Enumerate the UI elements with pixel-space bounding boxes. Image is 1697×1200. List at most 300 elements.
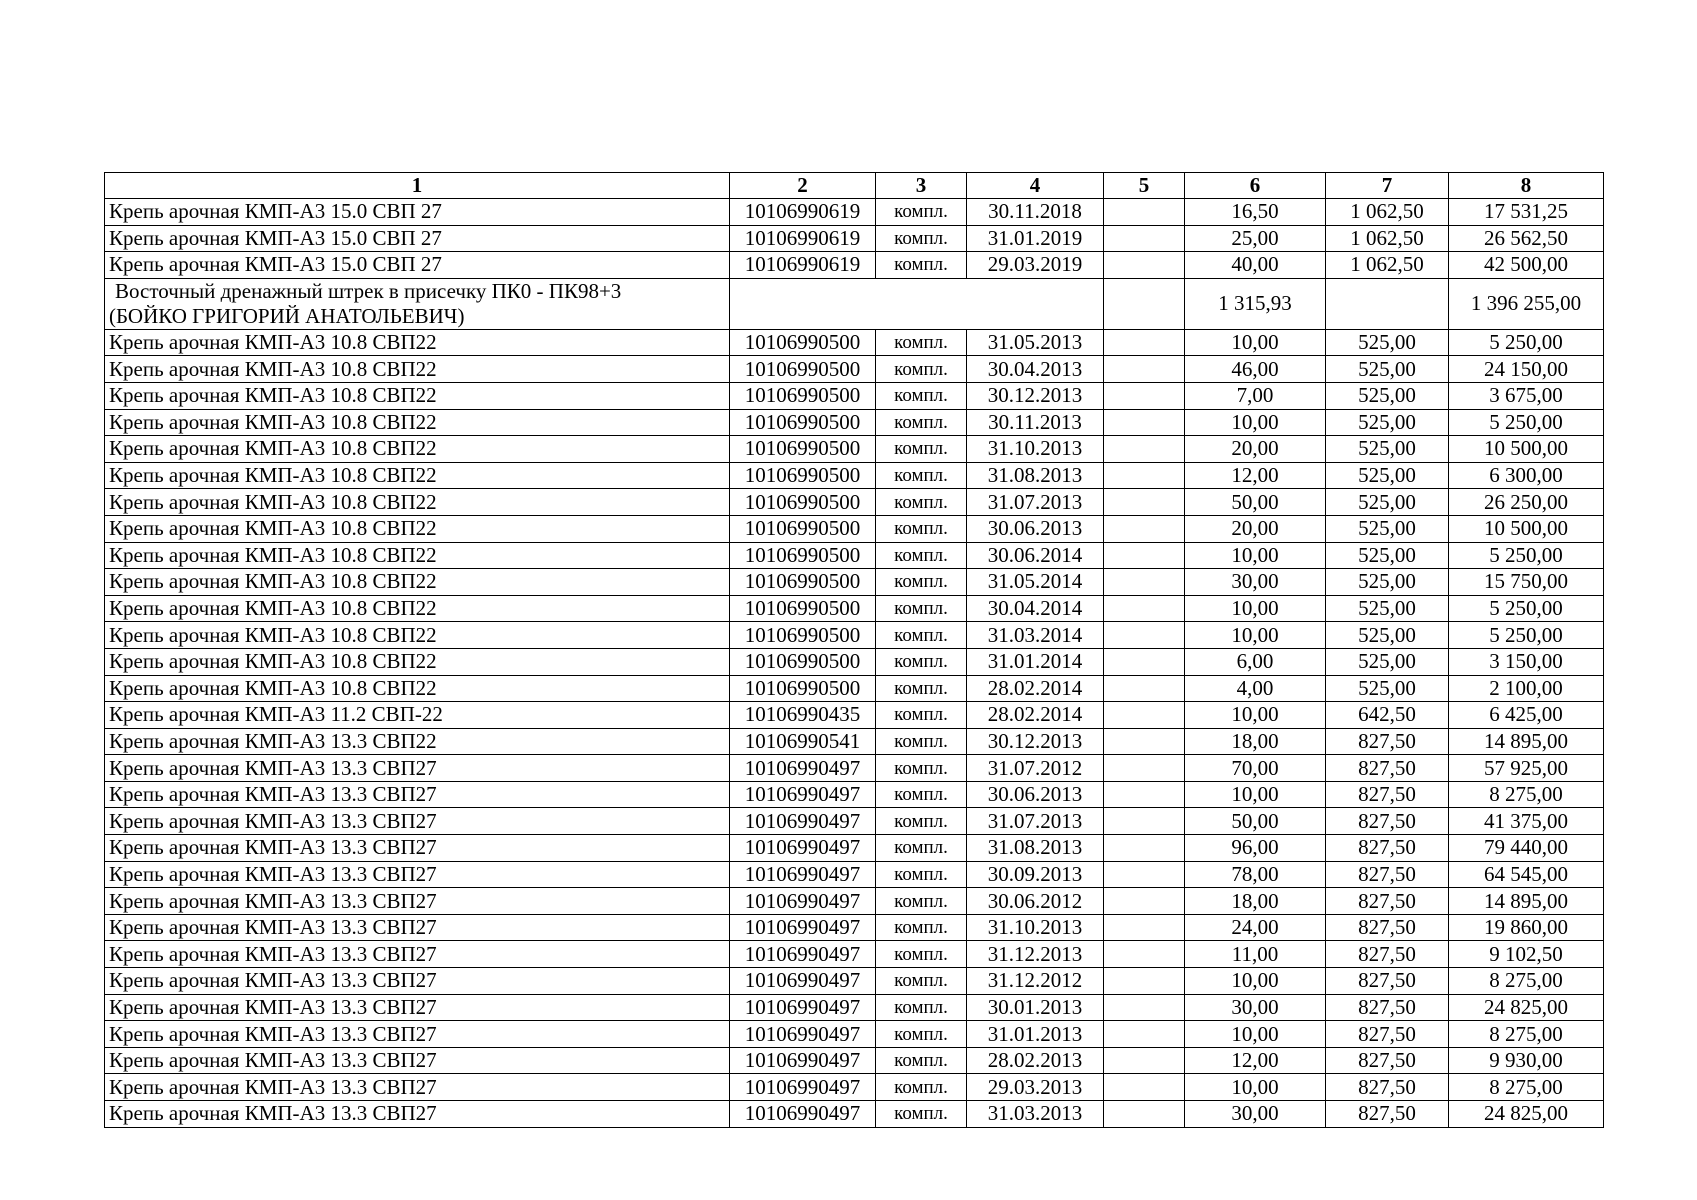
item-code-cell: 10106990497 — [730, 994, 876, 1021]
item-code-cell: 10106990497 — [730, 835, 876, 862]
item-qty-cell: 7,00 — [1185, 382, 1326, 409]
item-unit-cell: компл. — [876, 356, 967, 383]
item-qty-cell: 12,00 — [1185, 1047, 1326, 1074]
item-date-cell: 29.03.2019 — [967, 252, 1104, 279]
item-sum-cell: 24 150,00 — [1449, 356, 1604, 383]
item-name-cell: Крепь арочная КМП-А3 13.3 СВП27 — [105, 808, 730, 835]
item-qty-cell: 30,00 — [1185, 1101, 1326, 1128]
item-name-cell: Крепь арочная КМП-А3 11.2 СВП-22 — [105, 702, 730, 729]
item-name-cell: Крепь арочная КМП-А3 10.8 СВП22 — [105, 329, 730, 356]
item-qty-cell: 10,00 — [1185, 781, 1326, 808]
item-price-cell: 827,50 — [1326, 888, 1449, 915]
item-date-cell: 30.11.2013 — [967, 409, 1104, 436]
item-date-cell: 31.07.2012 — [967, 755, 1104, 782]
item-qty-cell: 20,00 — [1185, 436, 1326, 463]
item-col5-cell — [1104, 409, 1185, 436]
item-date-cell: 31.03.2013 — [967, 1101, 1104, 1128]
item-sum-cell: 14 895,00 — [1449, 728, 1604, 755]
table-row — [105, 462, 1604, 489]
item-col5-cell — [1104, 382, 1185, 409]
item-code-cell: 10106990435 — [730, 702, 876, 729]
item-code-cell: 10106990500 — [730, 489, 876, 516]
item-col5-cell — [1104, 595, 1185, 622]
item-unit-cell: компл. — [876, 382, 967, 409]
item-unit-cell: компл. — [876, 462, 967, 489]
table-row — [105, 569, 1604, 596]
table-row — [105, 1074, 1604, 1101]
group-qty-total: 1 315,93 — [1185, 278, 1326, 329]
item-col5-cell — [1104, 356, 1185, 383]
item-qty-cell: 46,00 — [1185, 356, 1326, 383]
item-unit-cell: компл. — [876, 914, 967, 941]
item-code-cell: 10106990500 — [730, 515, 876, 542]
item-col5-cell — [1104, 675, 1185, 702]
item-name-cell: Крепь арочная КМП-А3 13.3 СВП27 — [105, 914, 730, 941]
column-number-header: 5 — [1104, 173, 1185, 199]
item-col5-cell — [1104, 702, 1185, 729]
item-name-cell: Крепь арочная КМП-А3 13.3 СВП27 — [105, 968, 730, 995]
item-unit-cell: компл. — [876, 1047, 967, 1074]
item-date-cell: 30.01.2013 — [967, 994, 1104, 1021]
item-name-cell: Крепь арочная КМП-А3 13.3 СВП27 — [105, 781, 730, 808]
item-price-cell: 525,00 — [1326, 436, 1449, 463]
item-col5-cell — [1104, 489, 1185, 516]
table-row — [105, 968, 1604, 995]
item-col5-cell — [1104, 1074, 1185, 1101]
item-date-cell: 29.03.2013 — [967, 1074, 1104, 1101]
table-row — [105, 1047, 1604, 1074]
item-date-cell: 31.12.2012 — [967, 968, 1104, 995]
table-row — [105, 941, 1604, 968]
item-code-cell: 10106990500 — [730, 542, 876, 569]
item-unit-cell: компл. — [876, 968, 967, 995]
item-code-cell: 10106990500 — [730, 462, 876, 489]
item-date-cell: 30.04.2014 — [967, 595, 1104, 622]
item-price-cell: 827,50 — [1326, 808, 1449, 835]
item-col5-cell — [1104, 462, 1185, 489]
table-row — [105, 835, 1604, 862]
item-col5-cell — [1104, 1047, 1185, 1074]
table-row — [105, 914, 1604, 941]
item-sum-cell: 8 275,00 — [1449, 1021, 1604, 1048]
table-row — [105, 356, 1604, 383]
item-unit-cell: компл. — [876, 252, 967, 279]
item-qty-cell: 10,00 — [1185, 329, 1326, 356]
item-price-cell: 525,00 — [1326, 356, 1449, 383]
item-qty-cell: 96,00 — [1185, 835, 1326, 862]
item-sum-cell: 3 675,00 — [1449, 382, 1604, 409]
item-price-cell: 1 062,50 — [1326, 252, 1449, 279]
item-sum-cell: 17 531,25 — [1449, 199, 1604, 226]
item-unit-cell: компл. — [876, 835, 967, 862]
item-col5-cell — [1104, 941, 1185, 968]
item-code-cell: 10106990500 — [730, 382, 876, 409]
item-qty-cell: 10,00 — [1185, 622, 1326, 649]
item-code-cell: 10106990497 — [730, 1021, 876, 1048]
column-number-header: 3 — [876, 173, 967, 199]
item-qty-cell: 10,00 — [1185, 702, 1326, 729]
item-col5-cell — [1104, 888, 1185, 915]
item-qty-cell: 10,00 — [1185, 968, 1326, 995]
item-unit-cell: компл. — [876, 569, 967, 596]
item-col5-cell — [1104, 515, 1185, 542]
item-col5-cell — [1104, 569, 1185, 596]
item-unit-cell: компл. — [876, 941, 967, 968]
item-qty-cell: 10,00 — [1185, 1021, 1326, 1048]
item-unit-cell: компл. — [876, 515, 967, 542]
table-row — [105, 329, 1604, 356]
table-row — [105, 702, 1604, 729]
item-date-cell: 30.11.2018 — [967, 199, 1104, 226]
item-unit-cell: компл. — [876, 329, 967, 356]
item-qty-cell: 10,00 — [1185, 542, 1326, 569]
item-unit-cell: компл. — [876, 648, 967, 675]
item-col5-cell — [1104, 968, 1185, 995]
item-name-cell: Крепь арочная КМП-А3 10.8 СВП22 — [105, 489, 730, 516]
table-row — [105, 1101, 1604, 1128]
item-name-cell: Крепь арочная КМП-А3 10.8 СВП22 — [105, 648, 730, 675]
item-col5-cell — [1104, 781, 1185, 808]
item-price-cell: 827,50 — [1326, 914, 1449, 941]
item-code-cell: 10106990500 — [730, 329, 876, 356]
table-row — [105, 225, 1604, 252]
item-date-cell: 31.10.2013 — [967, 914, 1104, 941]
item-price-cell: 1 062,50 — [1326, 225, 1449, 252]
item-qty-cell: 12,00 — [1185, 462, 1326, 489]
item-col5-cell — [1104, 1021, 1185, 1048]
item-price-cell: 827,50 — [1326, 1074, 1449, 1101]
column-number-header-row — [105, 173, 1604, 199]
item-code-cell: 10106990619 — [730, 199, 876, 226]
item-name-cell: Крепь арочная КМП-А3 13.3 СВП27 — [105, 1047, 730, 1074]
table-row — [105, 994, 1604, 1021]
item-qty-cell: 18,00 — [1185, 728, 1326, 755]
item-code-cell: 10106990497 — [730, 808, 876, 835]
item-unit-cell: компл. — [876, 409, 967, 436]
item-col5-cell — [1104, 622, 1185, 649]
group-sum-total: 1 396 255,00 — [1449, 278, 1604, 329]
item-sum-cell: 41 375,00 — [1449, 808, 1604, 835]
item-date-cell: 30.06.2012 — [967, 888, 1104, 915]
table-body-top — [105, 199, 1604, 279]
table-row — [105, 728, 1604, 755]
item-code-cell: 10106990619 — [730, 225, 876, 252]
item-col5-cell — [1104, 994, 1185, 1021]
table-row — [105, 888, 1604, 915]
item-sum-cell: 8 275,00 — [1449, 968, 1604, 995]
item-col5-cell — [1104, 225, 1185, 252]
item-unit-cell: компл. — [876, 1074, 967, 1101]
item-qty-cell: 10,00 — [1185, 1074, 1326, 1101]
item-name-cell: Крепь арочная КМП-А3 15.0 СВП 27 — [105, 225, 730, 252]
item-sum-cell: 19 860,00 — [1449, 914, 1604, 941]
item-qty-cell: 70,00 — [1185, 755, 1326, 782]
item-sum-cell: 15 750,00 — [1449, 569, 1604, 596]
item-code-cell: 10106990619 — [730, 252, 876, 279]
item-code-cell: 10106990497 — [730, 1101, 876, 1128]
table-row — [105, 409, 1604, 436]
item-name-cell: Крепь арочная КМП-А3 10.8 СВП22 — [105, 542, 730, 569]
item-unit-cell: компл. — [876, 436, 967, 463]
item-name-cell: Крепь арочная КМП-А3 10.8 СВП22 — [105, 356, 730, 383]
item-sum-cell: 42 500,00 — [1449, 252, 1604, 279]
item-sum-cell: 5 250,00 — [1449, 595, 1604, 622]
item-unit-cell: компл. — [876, 622, 967, 649]
item-code-cell: 10106990497 — [730, 861, 876, 888]
item-date-cell: 31.08.2013 — [967, 835, 1104, 862]
item-name-cell: Крепь арочная КМП-А3 13.3 СВП27 — [105, 941, 730, 968]
group-row — [105, 278, 1604, 329]
item-code-cell: 10106990500 — [730, 409, 876, 436]
item-sum-cell: 8 275,00 — [1449, 1074, 1604, 1101]
item-price-cell: 525,00 — [1326, 329, 1449, 356]
item-qty-cell: 24,00 — [1185, 914, 1326, 941]
table-row — [105, 489, 1604, 516]
item-name-cell: Крепь арочная КМП-А3 13.3 СВП27 — [105, 861, 730, 888]
item-unit-cell: компл. — [876, 225, 967, 252]
item-qty-cell: 10,00 — [1185, 595, 1326, 622]
item-col5-cell — [1104, 199, 1185, 226]
item-col5-cell — [1104, 436, 1185, 463]
item-qty-cell: 4,00 — [1185, 675, 1326, 702]
item-name-cell: Крепь арочная КМП-А3 13.3 СВП27 — [105, 755, 730, 782]
item-code-cell: 10106990500 — [730, 648, 876, 675]
item-code-cell: 10106990500 — [730, 356, 876, 383]
item-sum-cell: 5 250,00 — [1449, 329, 1604, 356]
item-date-cell: 30.06.2013 — [967, 515, 1104, 542]
item-col5-cell — [1104, 542, 1185, 569]
item-code-cell: 10106990497 — [730, 914, 876, 941]
item-code-cell: 10106990500 — [730, 595, 876, 622]
group-responsible: (БОЙКО ГРИГОРИЙ АНАТОЛЬЕВИЧ) — [109, 303, 465, 328]
item-qty-cell: 10,00 — [1185, 409, 1326, 436]
item-col5-cell — [1104, 835, 1185, 862]
item-sum-cell: 9 102,50 — [1449, 941, 1604, 968]
item-name-cell: Крепь арочная КМП-А3 15.0 СВП 27 — [105, 199, 730, 226]
item-sum-cell: 79 440,00 — [1449, 835, 1604, 862]
item-sum-cell: 3 150,00 — [1449, 648, 1604, 675]
item-price-cell: 1 062,50 — [1326, 199, 1449, 226]
item-sum-cell: 24 825,00 — [1449, 994, 1604, 1021]
item-code-cell: 10106990497 — [730, 781, 876, 808]
item-name-cell: Крепь арочная КМП-А3 10.8 СВП22 — [105, 569, 730, 596]
item-code-cell: 10106990497 — [730, 888, 876, 915]
item-unit-cell: компл. — [876, 595, 967, 622]
item-sum-cell: 9 930,00 — [1449, 1047, 1604, 1074]
item-date-cell: 30.06.2013 — [967, 781, 1104, 808]
item-date-cell: 30.12.2013 — [967, 382, 1104, 409]
item-date-cell: 31.01.2019 — [967, 225, 1104, 252]
item-sum-cell: 57 925,00 — [1449, 755, 1604, 782]
item-date-cell: 31.08.2013 — [967, 462, 1104, 489]
table-row — [105, 515, 1604, 542]
item-name-cell: Крепь арочная КМП-А3 10.8 СВП22 — [105, 595, 730, 622]
item-code-cell: 10106990497 — [730, 968, 876, 995]
item-date-cell: 30.06.2014 — [967, 542, 1104, 569]
table-row — [105, 781, 1604, 808]
item-code-cell: 10106990541 — [730, 728, 876, 755]
item-unit-cell: компл. — [876, 888, 967, 915]
table-row — [105, 542, 1604, 569]
item-unit-cell: компл. — [876, 489, 967, 516]
item-sum-cell: 5 250,00 — [1449, 409, 1604, 436]
item-qty-cell: 30,00 — [1185, 569, 1326, 596]
item-date-cell: 31.10.2013 — [967, 436, 1104, 463]
item-sum-cell: 64 545,00 — [1449, 861, 1604, 888]
item-price-cell: 827,50 — [1326, 755, 1449, 782]
item-sum-cell: 26 562,50 — [1449, 225, 1604, 252]
item-price-cell: 827,50 — [1326, 994, 1449, 1021]
item-name-cell: Крепь арочная КМП-А3 15.0 СВП 27 — [105, 252, 730, 279]
item-code-cell: 10106990497 — [730, 1074, 876, 1101]
item-sum-cell: 8 275,00 — [1449, 781, 1604, 808]
item-name-cell: Крепь арочная КМП-А3 13.3 СВП27 — [105, 888, 730, 915]
item-date-cell: 31.05.2013 — [967, 329, 1104, 356]
group-empty-cell — [730, 278, 1104, 329]
item-sum-cell: 6 425,00 — [1449, 702, 1604, 729]
item-price-cell: 525,00 — [1326, 382, 1449, 409]
group-empty-cell — [1104, 278, 1185, 329]
item-sum-cell: 6 300,00 — [1449, 462, 1604, 489]
item-code-cell: 10106990500 — [730, 622, 876, 649]
item-unit-cell: компл. — [876, 781, 967, 808]
item-date-cell: 31.01.2013 — [967, 1021, 1104, 1048]
item-date-cell: 31.05.2014 — [967, 569, 1104, 596]
item-date-cell: 31.03.2014 — [967, 622, 1104, 649]
item-price-cell: 525,00 — [1326, 489, 1449, 516]
item-price-cell: 525,00 — [1326, 622, 1449, 649]
item-name-cell: Крепь арочная КМП-А3 13.3 СВП27 — [105, 835, 730, 862]
item-name-cell: Крепь арочная КМП-А3 10.8 СВП22 — [105, 675, 730, 702]
table-row — [105, 648, 1604, 675]
table-body-group — [105, 278, 1604, 329]
item-code-cell: 10106990500 — [730, 569, 876, 596]
item-qty-cell: 20,00 — [1185, 515, 1326, 542]
item-qty-cell: 16,50 — [1185, 199, 1326, 226]
column-number-header: 7 — [1326, 173, 1449, 199]
item-sum-cell: 5 250,00 — [1449, 542, 1604, 569]
item-price-cell: 525,00 — [1326, 675, 1449, 702]
item-price-cell: 827,50 — [1326, 1021, 1449, 1048]
item-sum-cell: 24 825,00 — [1449, 1101, 1604, 1128]
item-unit-cell: компл. — [876, 728, 967, 755]
column-number-header: 8 — [1449, 173, 1604, 199]
item-qty-cell: 30,00 — [1185, 994, 1326, 1021]
item-sum-cell: 10 500,00 — [1449, 436, 1604, 463]
table-row — [105, 252, 1604, 279]
item-col5-cell — [1104, 728, 1185, 755]
item-col5-cell — [1104, 252, 1185, 279]
item-price-cell: 525,00 — [1326, 462, 1449, 489]
item-name-cell: Крепь арочная КМП-А3 10.8 СВП22 — [105, 622, 730, 649]
item-code-cell: 10106990497 — [730, 941, 876, 968]
group-title-cell — [105, 278, 730, 329]
item-qty-cell: 50,00 — [1185, 808, 1326, 835]
item-price-cell: 827,50 — [1326, 728, 1449, 755]
item-unit-cell: компл. — [876, 994, 967, 1021]
item-name-cell: Крепь арочная КМП-А3 13.3 СВП22 — [105, 728, 730, 755]
item-col5-cell — [1104, 808, 1185, 835]
item-col5-cell — [1104, 648, 1185, 675]
item-name-cell: Крепь арочная КМП-А3 10.8 СВП22 — [105, 436, 730, 463]
table-row — [105, 808, 1604, 835]
item-price-cell: 525,00 — [1326, 409, 1449, 436]
item-price-cell: 525,00 — [1326, 648, 1449, 675]
item-date-cell: 31.12.2013 — [967, 941, 1104, 968]
item-unit-cell: компл. — [876, 675, 967, 702]
item-price-cell: 525,00 — [1326, 542, 1449, 569]
item-name-cell: Крепь арочная КМП-А3 13.3 СВП27 — [105, 1074, 730, 1101]
item-date-cell: 30.12.2013 — [967, 728, 1104, 755]
item-unit-cell: компл. — [876, 542, 967, 569]
item-unit-cell: компл. — [876, 861, 967, 888]
item-qty-cell: 18,00 — [1185, 888, 1326, 915]
item-price-cell: 827,50 — [1326, 941, 1449, 968]
item-price-cell: 525,00 — [1326, 515, 1449, 542]
item-unit-cell: компл. — [876, 702, 967, 729]
item-name-cell: Крепь арочная КМП-А3 13.3 СВП27 — [105, 994, 730, 1021]
item-qty-cell: 78,00 — [1185, 861, 1326, 888]
item-sum-cell: 2 100,00 — [1449, 675, 1604, 702]
item-unit-cell: компл. — [876, 1101, 967, 1128]
item-name-cell: Крепь арочная КМП-А3 13.3 СВП27 — [105, 1021, 730, 1048]
item-unit-cell: компл. — [876, 199, 967, 226]
item-price-cell: 827,50 — [1326, 1101, 1449, 1128]
item-qty-cell: 25,00 — [1185, 225, 1326, 252]
materials-table — [104, 172, 1604, 1128]
item-code-cell: 10106990497 — [730, 1047, 876, 1074]
item-date-cell: 28.02.2014 — [967, 675, 1104, 702]
item-price-cell: 827,50 — [1326, 1047, 1449, 1074]
item-sum-cell: 14 895,00 — [1449, 888, 1604, 915]
item-date-cell: 28.02.2014 — [967, 702, 1104, 729]
table-row — [105, 755, 1604, 782]
item-sum-cell: 5 250,00 — [1449, 622, 1604, 649]
table-row — [105, 1021, 1604, 1048]
item-col5-cell — [1104, 1101, 1185, 1128]
item-price-cell: 827,50 — [1326, 781, 1449, 808]
item-qty-cell: 11,00 — [1185, 941, 1326, 968]
column-number-header: 2 — [730, 173, 876, 199]
item-date-cell: 31.07.2013 — [967, 808, 1104, 835]
table-row — [105, 595, 1604, 622]
table-row — [105, 861, 1604, 888]
item-col5-cell — [1104, 755, 1185, 782]
group-title: Восточный дренажный штрек в присечку ПК0 - ПК98+3 — [115, 278, 622, 303]
table-row — [105, 622, 1604, 649]
item-price-cell: 827,50 — [1326, 861, 1449, 888]
item-unit-cell: компл. — [876, 755, 967, 782]
table-row — [105, 199, 1604, 226]
column-number-header: 6 — [1185, 173, 1326, 199]
item-code-cell: 10106990500 — [730, 436, 876, 463]
item-unit-cell: компл. — [876, 1021, 967, 1048]
table-row — [105, 675, 1604, 702]
item-sum-cell: 10 500,00 — [1449, 515, 1604, 542]
table-row — [105, 382, 1604, 409]
group-empty-cell — [1326, 278, 1449, 329]
item-name-cell: Крепь арочная КМП-А3 10.8 СВП22 — [105, 409, 730, 436]
item-price-cell: 827,50 — [1326, 968, 1449, 995]
item-col5-cell — [1104, 329, 1185, 356]
item-code-cell: 10106990500 — [730, 675, 876, 702]
item-unit-cell: компл. — [876, 808, 967, 835]
item-qty-cell: 40,00 — [1185, 252, 1326, 279]
item-sum-cell: 26 250,00 — [1449, 489, 1604, 516]
item-price-cell: 827,50 — [1326, 835, 1449, 862]
item-col5-cell — [1104, 861, 1185, 888]
item-date-cell: 28.02.2013 — [967, 1047, 1104, 1074]
